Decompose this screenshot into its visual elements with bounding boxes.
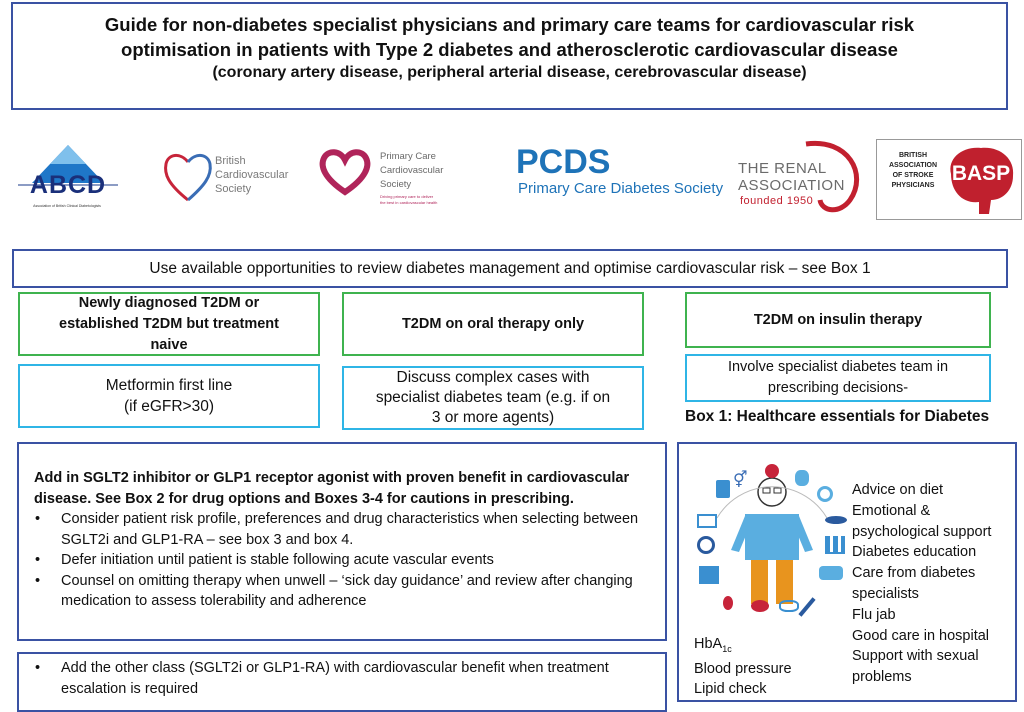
escalation-bullet: • Add the other class (SGLT2i or GLP1-RA) with cardiovascular benefit when treatment escalation is required <box>35 660 609 697</box>
kidney-icon <box>751 600 769 612</box>
checks-list <box>694 634 792 699</box>
basp-line-1: BRITISH <box>899 152 927 159</box>
check-blood-pressure: Blood pressure <box>694 660 792 677</box>
abcd-wordmark: ABCD <box>29 171 107 199</box>
escalation-bullet-text: Add the other class (SGLT2i or GLP1-RA) with cardiovascular benefit when treatment escalation is required <box>61 660 609 697</box>
title-subtitle: (coronary artery disease, peripheral arterial disease, cerebrovascular disease) <box>212 64 807 81</box>
care-item: Flu jab <box>852 606 896 623</box>
care-item: Good care in hospital <box>852 627 990 644</box>
pccs-tagline-2: the best in cardiovascular health <box>380 200 438 205</box>
feet-icon <box>795 470 809 486</box>
pccs-line-2: Cardiovascular <box>380 165 444 176</box>
heading-insulin-therapy-text: T2DM on insulin therapy <box>753 311 923 328</box>
basp-logo <box>876 139 1022 220</box>
care-item: Diabetes education <box>852 544 977 561</box>
renal-line-3: founded 1950 <box>740 195 814 207</box>
box1-title: Box 1: Healthcare essentials for Diabetes <box>685 408 990 425</box>
pccs-tagline-1: Driving primary care to deliver <box>380 194 434 199</box>
care-item: psychological support <box>852 523 992 540</box>
speech-bubble-icon <box>779 600 799 612</box>
escalation-box <box>17 652 667 712</box>
basp-line-3: OF STROKE <box>892 172 934 179</box>
heading-oral-therapy-text: T2DM on oral therapy only <box>401 315 585 332</box>
care-item: problems <box>852 669 912 686</box>
action-discuss-complex <box>342 366 644 430</box>
action-involve-line-1: Involve specialist diabetes team in <box>727 359 949 375</box>
heading-newly-diagnosed-text: Newly diagnosed T2DM or established T2DM but treatment naive <box>59 294 279 353</box>
basp-acronym: BASP <box>951 162 1011 185</box>
bcs-line-2: Cardiovascular <box>215 169 289 181</box>
pccs-line-3: Society <box>380 179 412 190</box>
abcd-logo <box>8 143 126 215</box>
check-hba1c-sub: 1c <box>722 643 732 654</box>
team-icon <box>819 566 843 580</box>
pccs-line-1: Primary Care <box>380 151 436 162</box>
heading-oral-therapy <box>342 292 644 356</box>
gender-symbols-icon: ⚥ <box>733 472 748 489</box>
check-hba1c-label: HbA <box>694 636 723 652</box>
treatment-bullet: • Consider patient risk profile, preferences and drug characteristics when selecting between SGLT2i and GLP1-RA – see box 3 and box 4. <box>34 509 649 550</box>
check-hba1c <box>694 634 792 659</box>
heart-icon <box>160 148 216 206</box>
care-item: Care from diabetes <box>852 565 976 582</box>
check-lipid: Lipid check <box>694 680 767 697</box>
title-line-1: Guide for non-diabetes specialist physicians and primary care teams for cardiovascular risk <box>104 14 915 35</box>
title-line-2: optimisation in patients with Type 2 diabetes and atherosclerotic cardiovascular disease <box>121 39 898 60</box>
action-discuss-line-2: specialist diabetes team (e.g. if on <box>375 389 611 406</box>
bcs-logo <box>160 148 310 206</box>
blood-drop-icon <box>723 596 733 610</box>
scales-icon <box>716 480 730 498</box>
treatment-bullets <box>34 509 649 612</box>
hospital-icon <box>699 566 719 584</box>
eyes-icon <box>825 516 847 524</box>
stethoscope-icon <box>817 486 833 502</box>
abcd-caption: Association of British Clinical Diabetologists <box>33 204 101 208</box>
care-list <box>852 480 991 688</box>
apple-icon <box>765 464 779 478</box>
renal-line-1: THE RENAL <box>738 160 827 177</box>
book-icon <box>697 514 717 528</box>
bcs-line-1: British <box>215 155 246 167</box>
bar-chart-icon <box>825 536 845 554</box>
review-banner: Use available opportunities to review diabetes management and optimise cardiovascular risk – see Box 1 <box>12 249 1008 288</box>
action-discuss-line-1: Discuss complex cases with <box>396 369 590 386</box>
treatment-lead: Add in SGLT2 inhibitor or GLP1 receptor agonist with proven benefit in cardiovascular disease. See Box 2 for drug options and Boxes 3-4 for cautions in prescribing. <box>34 470 630 507</box>
heading-newly-diagnosed <box>18 292 320 356</box>
care-item: Emotional & <box>852 502 931 519</box>
treatment-box <box>17 442 667 641</box>
basp-line-2: ASSOCIATION <box>888 162 938 169</box>
treatment-bullet: • Counsel on omitting therapy when unwell – ‘sick day guidance’ and review after changing medication to assess tolerability and adherence <box>34 571 649 612</box>
action-metformin <box>18 364 320 428</box>
renal-association-logo <box>736 138 868 216</box>
action-metformin-line-2: (if eGFR>30) <box>123 398 214 415</box>
pcds-name: Primary Care Diabetes Society <box>518 180 724 197</box>
action-involve-specialist <box>685 354 991 402</box>
heading-insulin-therapy <box>685 292 991 348</box>
pccs-logo <box>318 148 478 210</box>
pcds-acronym: PCDS <box>516 143 611 181</box>
care-item: Advice on diet <box>852 482 944 498</box>
care-item: Support with sexual <box>852 648 979 665</box>
care-item: specialists <box>852 585 919 602</box>
pcds-logo <box>516 144 722 202</box>
no-smoking-icon <box>697 536 715 554</box>
treatment-bullet: • Defer initiation until patient is stable following acute vascular events <box>34 550 649 571</box>
basp-line-4: PHYSICIANS <box>891 182 935 189</box>
title-box <box>11 2 1008 110</box>
bcs-line-3: Society <box>215 183 252 195</box>
pccs-heart-icon <box>318 148 372 196</box>
action-discuss-line-3: 3 or more agents) <box>431 409 555 426</box>
action-involve-line-2: prescribing decisions- <box>767 380 909 396</box>
action-metformin-line-1: Metformin first line <box>105 377 233 394</box>
renal-line-2: ASSOCIATION <box>738 177 845 194</box>
